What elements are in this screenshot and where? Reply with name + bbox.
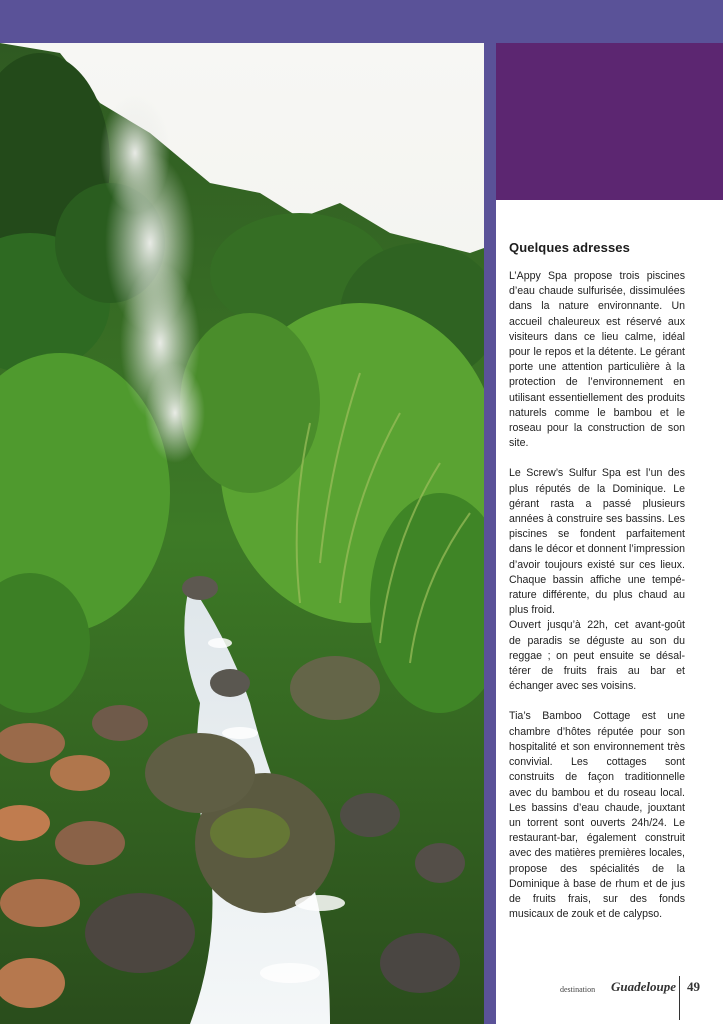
paragraph-appy-spa: L’Appy Spa propose trois piscines d’eau chaude sulfurisée, dissimulées dans la nature environnante. Un accueil chaleureux est réservé aux visiteurs dans ce lieu calme, idéal pour le repos et la détente. Le gérant porte une attention particulière à la protection de l’environnement en utilisant essentiellement des produits naturels comme le bambou et le roseau pour la construction de son site. — [509, 270, 685, 450]
page-number: 49 — [687, 979, 700, 994]
accent-block — [496, 43, 723, 200]
header-band — [0, 0, 723, 43]
vertical-divider-band — [484, 43, 496, 1024]
paragraph-screws-sulfur-spa: Le Screw’s Sulfur Spa est l’un des plus réputés de la Dominique. Le gérant rasta a passé plusieurs années à construire ses bassins. Les piscines se fondent parfaitement dans le décor et donnent l’impression d’avoir toujours existé sur ces lieux. Chaque bassin affiche une tempé-rature différente, du plus chaud au plus froid. — [509, 467, 685, 617]
addresses-column — [509, 240, 685, 937]
rainforest-hot-spring-stream-photo — [0, 43, 484, 1024]
paragraph-opening-hours: Ouvert jusqu’à 22h, cet avant-goût de paradis se déguste au son du reggae ; on peut ensuite se désal-térer de fruits frais au bar et échanger avec ses voisins. — [509, 619, 685, 693]
footer-brand: Guadeloupe — [611, 979, 676, 994]
footer-rule — [679, 976, 680, 1020]
footer-label: destination — [560, 985, 596, 994]
rainforest-photo — [0, 43, 484, 1024]
section-heading: Quelques adresses — [509, 240, 630, 255]
page-footer — [560, 978, 710, 998]
paragraph-tias-bamboo-cottage: Tia’s Bamboo Cottage est une chambre d’hôtes réputée pour son hospitalité et son environnement très convivial. Les cottages sont construits de façon traditionnelle avec du bambou et du roseau local. Les bassins d’eau chaude, jouxtant un torrent sont ouverts 24h/24. Le restaurant-bar, également construit avec des matières premières locales, propose des spécialités de la Dominique à base de rhum et de jus de fruits frais, sur des fonds musicaux de zouk et de calypso. — [509, 710, 685, 921]
